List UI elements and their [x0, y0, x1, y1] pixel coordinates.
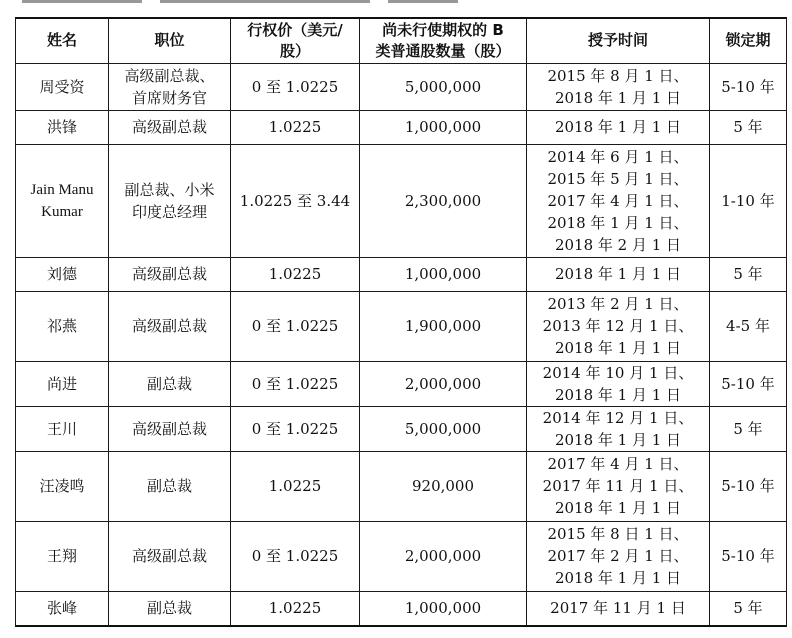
cell-text-line: 0 至 1.0225	[251, 77, 339, 96]
cell-outstanding-shares	[360, 451, 527, 521]
cell-text-line: 2018 年 2 月 1 日	[554, 235, 682, 254]
cell-text-line: 副总裁、小米	[124, 180, 215, 199]
cell-lock-period	[710, 291, 787, 361]
cell-exercise-price	[231, 291, 360, 361]
cell-text-line: 2018 年 1 月 1 日	[554, 118, 682, 136]
cell-text-line: 920,000	[411, 477, 475, 495]
table-row	[16, 451, 787, 521]
cell-text-line: 1-10 年	[721, 191, 775, 210]
cell-text-line: 2,000,000	[404, 547, 482, 565]
cell-text-line: 1.0225 至 3.44	[239, 191, 351, 210]
cell-lock-period	[710, 361, 787, 406]
cell-text-line: 副总裁	[146, 599, 192, 618]
table-row	[16, 591, 787, 626]
cell-text-line: 副总裁	[146, 477, 192, 495]
cell-text-line: 洪锋	[46, 118, 77, 136]
cell-grant-date	[527, 291, 710, 361]
cell-grant-date	[527, 451, 710, 521]
cell-text-line: 尚进	[46, 374, 77, 393]
cell-text-line: 2017 年 11 月 1 日、	[542, 477, 694, 495]
cell-grant-date	[527, 521, 710, 591]
cell-name	[16, 144, 109, 257]
table-row	[16, 521, 787, 591]
cell-text-line: 2015 年 5 月 1 日、	[547, 169, 689, 188]
cell-grant-date	[527, 63, 710, 110]
cell-position	[109, 144, 231, 257]
cell-position	[109, 63, 231, 110]
cell-grant-date	[527, 591, 710, 626]
cropped-caption-fragment	[388, 0, 458, 3]
cell-position	[109, 451, 231, 521]
cell-text-line: 0 至 1.0225	[251, 419, 339, 438]
cell-name	[16, 451, 109, 521]
cell-exercise-price	[231, 361, 360, 406]
cell-lock-period	[710, 521, 787, 591]
cell-name	[16, 361, 109, 406]
cell-text-line: 1,000,000	[404, 265, 482, 283]
cell-text-line: 副总裁	[146, 374, 192, 393]
cell-position	[109, 406, 231, 451]
header-position: 职位	[109, 18, 231, 63]
cell-text-line: 张峰	[46, 599, 77, 618]
cell-text-line: 首席财务官	[131, 88, 207, 107]
cell-outstanding-shares	[360, 291, 527, 361]
cell-lock-period	[710, 144, 787, 257]
cell-text-line: 5,000,000	[404, 419, 482, 438]
cell-outstanding-shares	[360, 361, 527, 406]
header-name: 姓名	[16, 18, 109, 63]
cell-text-line: 高级副总裁、	[124, 66, 215, 85]
cell-text-line: 2018 年 1 月 1 日、	[547, 213, 689, 232]
cell-position	[109, 361, 231, 406]
cell-text-line: Kumar	[41, 203, 83, 220]
cell-text-line: 0 至 1.0225	[251, 317, 339, 335]
cell-text-line: 2018 年 1 月 1 日	[554, 265, 682, 283]
stock-option-table	[15, 17, 787, 627]
table-row	[16, 144, 787, 257]
table-header-row	[16, 18, 787, 63]
cell-exercise-price	[231, 591, 360, 626]
cell-text-line: 5 年	[733, 599, 763, 618]
cell-text-line: 2017 年 4 月 1 日、	[547, 191, 689, 210]
cell-text-line: 2013 年 2 月 1 日、	[547, 295, 689, 313]
cell-text-line: 5-10 年	[721, 374, 775, 393]
cell-text-line: 5-10 年	[721, 77, 775, 96]
header-exercise-price: 行权价（美元/ 股）	[231, 18, 360, 63]
cell-text-line: 2013 年 12 月 1 日、	[542, 317, 694, 335]
cell-text-line: 2018 年 1 月 1 日	[554, 499, 682, 517]
cell-text-line: 1.0225	[268, 477, 322, 495]
cell-lock-period	[710, 451, 787, 521]
cell-text-line: 5,000,000	[404, 77, 482, 96]
cell-text-line: 5 年	[733, 265, 763, 283]
cell-text-line: 2017 年 2 月 1 日、	[547, 547, 689, 565]
cell-text-line: 2018 年 1 月 1 日	[554, 88, 682, 107]
cell-outstanding-shares	[360, 521, 527, 591]
cell-text-line: 2018 年 1 月 1 日	[554, 569, 682, 587]
cell-lock-period	[710, 110, 787, 144]
cell-text-line: 2014 年 12 月 1 日、	[542, 408, 694, 427]
table-row	[16, 406, 787, 451]
cell-grant-date	[527, 361, 710, 406]
cell-grant-date	[527, 144, 710, 257]
cell-exercise-price	[231, 451, 360, 521]
cell-text-line: 2015 年 8 日 1 日、	[547, 525, 689, 543]
cell-outstanding-shares	[360, 591, 527, 626]
cell-text-line: 周受资	[39, 77, 85, 96]
cell-name	[16, 291, 109, 361]
cell-text-line: 0 至 1.0225	[251, 374, 339, 393]
cell-text-line: 1.0225	[268, 118, 322, 136]
cell-text-line: 1,000,000	[404, 599, 482, 618]
cell-name	[16, 110, 109, 144]
cell-exercise-price	[231, 521, 360, 591]
cell-text-line: 5-10 年	[721, 547, 775, 565]
table-row	[16, 63, 787, 110]
cell-text-line: Jain Manu	[30, 181, 94, 198]
cell-text-line: 高级副总裁	[131, 547, 207, 565]
cell-text-line: 1.0225	[268, 265, 322, 283]
header-grant-date: 授予时间	[527, 18, 710, 63]
cell-position	[109, 257, 231, 291]
cell-outstanding-shares	[360, 144, 527, 257]
cell-text-line: 高级副总裁	[131, 419, 207, 438]
cell-text-line: 2014 年 10 月 1 日、	[542, 363, 694, 382]
table-row	[16, 257, 787, 291]
table-body	[16, 63, 787, 626]
cropped-caption-strip	[0, 0, 792, 4]
cell-text-line: 1,000,000	[404, 118, 482, 136]
cell-name	[16, 63, 109, 110]
cell-position	[109, 110, 231, 144]
cell-outstanding-shares	[360, 63, 527, 110]
cell-lock-period	[710, 63, 787, 110]
cell-text-line: 2018 年 1 月 1 日	[554, 339, 682, 357]
cell-position	[109, 521, 231, 591]
cell-lock-period	[710, 406, 787, 451]
cell-text-line: 2018 年 1 月 1 日	[554, 385, 682, 404]
cell-lock-period	[710, 257, 787, 291]
cell-outstanding-shares	[360, 110, 527, 144]
cell-lock-period	[710, 591, 787, 626]
cell-text-line: 1.0225	[268, 599, 322, 618]
cell-text-line: 5-10 年	[721, 477, 775, 495]
cell-text-line: 祁燕	[46, 317, 77, 335]
header-outstanding-shares: 尚未行使期权的 B 类普通股数量（股）	[360, 18, 527, 63]
cell-text-line: 王翔	[46, 547, 77, 565]
cell-name	[16, 521, 109, 591]
cell-text-line: 王川	[46, 419, 77, 438]
cell-text-line: 2014 年 6 月 1 日、	[547, 147, 689, 166]
cell-text-line: 2018 年 1 月 1 日	[554, 430, 682, 449]
cell-text-line: 2017 年 11 月 1 日	[550, 599, 686, 618]
cell-text-line: 2,300,000	[404, 191, 482, 210]
cell-exercise-price	[231, 144, 360, 257]
cell-text-line: 高级副总裁	[131, 265, 207, 283]
cell-grant-date	[527, 110, 710, 144]
cell-text-line: 0 至 1.0225	[251, 547, 339, 565]
cell-outstanding-shares	[360, 406, 527, 451]
cell-text-line: 1,900,000	[404, 317, 482, 335]
cell-position	[109, 591, 231, 626]
cell-grant-date	[527, 406, 710, 451]
header-lock-period: 锁定期	[710, 18, 787, 63]
cell-exercise-price	[231, 257, 360, 291]
cell-name	[16, 406, 109, 451]
cell-text-line: 印度总经理	[131, 202, 207, 221]
cell-grant-date	[527, 257, 710, 291]
cell-text-line: 5 年	[733, 118, 763, 136]
cell-text-line: 5 年	[733, 419, 763, 438]
cropped-caption-fragment	[22, 0, 142, 3]
cell-name	[16, 257, 109, 291]
cell-text-line: 4-5 年	[726, 317, 770, 335]
cell-exercise-price	[231, 406, 360, 451]
cell-text-line: 汪凌鸣	[39, 477, 85, 495]
cell-exercise-price	[231, 63, 360, 110]
table-row	[16, 110, 787, 144]
cell-text-line: 刘德	[46, 265, 77, 283]
cell-position	[109, 291, 231, 361]
cropped-caption-fragment	[160, 0, 370, 3]
table-row	[16, 291, 787, 361]
cell-text-line: 高级副总裁	[131, 118, 207, 136]
cell-exercise-price	[231, 110, 360, 144]
cell-outstanding-shares	[360, 257, 527, 291]
cell-text-line: 高级副总裁	[131, 317, 207, 335]
cell-text-line: 2,000,000	[404, 374, 482, 393]
cell-name	[16, 591, 109, 626]
cell-text-line: 2015 年 8 月 1 日、	[547, 66, 689, 85]
cell-text-line: 2017 年 4 月 1 日、	[547, 455, 689, 473]
table-row	[16, 361, 787, 406]
